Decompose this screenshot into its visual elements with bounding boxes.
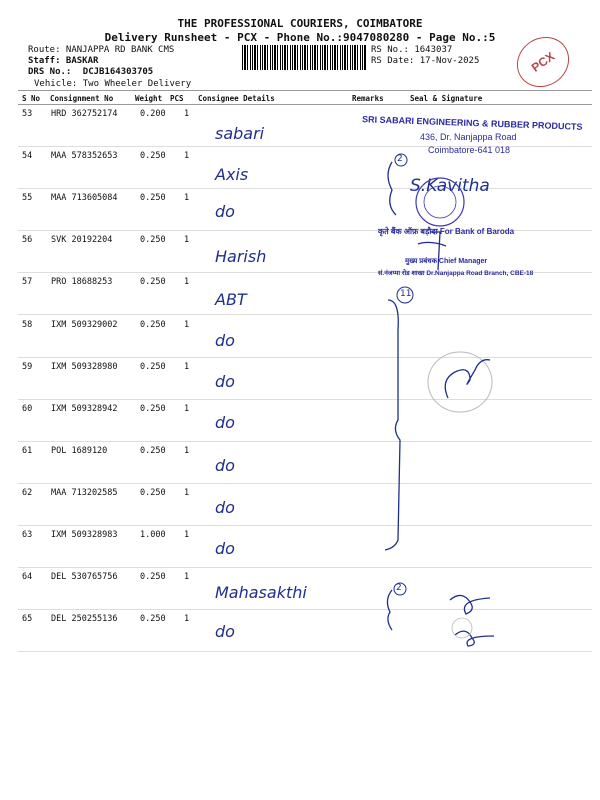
runsheet-subtitle: Delivery Runsheet - PCX - Phone No.:9047080280 - Page No.:5 [104,31,496,44]
row-weight: 0.250 [140,193,166,204]
row-consignee-handwritten: Harish [215,247,267,266]
row-divider [18,651,592,652]
row-pcs: 1 [184,487,190,498]
company-title: THE PROFESSIONAL COURIERS, COIMBATORE [177,17,423,30]
row-weight: 0.200 [140,109,166,119]
row-sno: 57 [22,277,33,288]
row-weight: 0.250 [140,614,166,625]
header-rule-bottom [18,104,592,105]
row-divider [18,609,592,610]
row-weight: 0.250 [140,319,166,330]
row-pcs: 1 [184,319,190,330]
row-consignee-handwritten: do [215,372,235,391]
route-label: Route: NANJAPPA RD BANK CMS [28,45,175,55]
pcx-stamp: PCX [507,27,579,97]
row-sno: 60 [22,403,33,414]
signature-kavitha: S.Kavitha [410,176,490,196]
bank-stamp-line: कृते बैंक ऑफ़ बड़ौदा For Bank of Baroda [378,227,515,236]
row-weight: 0.250 [140,277,166,288]
row-consignment-no: MAA 713202585 [51,487,118,498]
drs-value: DCJB164303705 [82,67,154,77]
row-weight: 1.000 [140,530,166,540]
row-pcs: 1 [184,193,190,204]
row-pcs: 1 [184,235,190,246]
signature-row64 [450,595,490,614]
row-weight: 0.250 [140,235,166,246]
mark-eleven: 11 [400,289,412,299]
bank-stamp-branch: सं.नंजप्पा रोड शाखा Dr.Nanjappa Road Branch, CBE-18 [378,270,534,277]
row-consignee-handwritten: ABT [215,290,247,309]
row-consignee-handwritten: do [215,539,235,558]
row-sno: 59 [22,361,33,372]
row-consignee-handwritten: do [215,622,235,641]
signature-row65 [455,631,494,646]
mark-two-bottom: 2 [396,583,402,593]
row-consignment-no: PRO 18688253 [51,277,113,288]
drs-label [28,67,153,78]
rs-number: RS No.: 1643037 [371,45,453,55]
row-divider [18,483,592,484]
row-pcs: 1 [184,572,190,583]
row-weight: 0.250 [140,361,166,372]
row-sno: 55 [22,193,33,204]
drs-label-text: DRS No.: [28,67,72,77]
company-stamp-city: Coimbatore-641 018 [428,145,511,155]
row-divider [18,441,592,442]
row-consignee-handwritten: do [215,331,235,350]
company-stamp-name: SRI SABARI ENGINEERING & RUBBER PRODUCTS [361,114,583,132]
row-consignment-no: MAA 713605084 [51,193,118,204]
row-consignment-no: DEL 250255136 [51,614,118,625]
row-consignee-handwritten: do [215,456,235,475]
row-pcs: 1 [184,277,190,288]
row-divider [18,525,592,526]
row-weight: 0.250 [140,403,166,414]
row-consignment-no: IXM 509328942 [51,403,118,414]
col-pcs: PCS [170,94,184,103]
row-pcs: 1 [184,530,190,540]
row-consignment-no: POL 1689120 [51,445,108,456]
row-sno: 63 [22,530,33,540]
row-sno: 56 [22,235,33,246]
row-consignee-handwritten: sabari [215,124,265,143]
scribble-signature [445,360,490,398]
row-pcs: 1 [184,109,190,119]
row-consignment-no: DEL 530765756 [51,572,118,583]
row-divider [18,567,592,568]
header-rule-top [18,90,592,91]
row-divider [18,399,592,400]
row-sno: 54 [22,151,33,162]
col-sno: S No [22,94,41,103]
row-pcs: 1 [184,445,190,456]
vehicle-label: Vehicle: Two Wheeler Delivery [34,79,192,89]
row-consignment-no: IXM 509329002 [51,319,118,330]
row-divider [18,357,592,358]
col-weight: Weight [135,94,163,103]
row-sno: 62 [22,487,33,498]
row-consignment-no: IXM 509328980 [51,361,118,372]
barcode [242,45,367,70]
mark-two-top: 2 [397,154,403,164]
row-consignment-no: IXM 509328983 [51,530,118,540]
row-consignee-handwritten: do [215,498,235,517]
faint-seal-small [452,618,472,638]
row-weight: 0.250 [140,487,166,498]
rs-date: RS Date: 17-Nov-2025 [371,56,480,66]
row-pcs: 1 [184,614,190,625]
col-remarks: Remarks [352,94,384,103]
staff-label: Staff: BASKAR [28,56,99,66]
row-sno: 61 [22,445,33,456]
col-consignee: Consignee Details [198,94,275,103]
row-divider [18,314,592,315]
row-consignee-handwritten: Axis [215,165,249,184]
row-pcs: 1 [184,403,190,414]
row-weight: 0.250 [140,572,166,583]
row-sno: 65 [22,614,33,625]
company-stamp-address: 436, Dr. Nanjappa Road [420,132,517,142]
col-consignment: Consignment No [50,94,114,103]
row-consignment-no: MAA 578352653 [51,151,118,162]
row-consignee-handwritten: do [215,413,235,432]
row-pcs: 1 [184,151,190,162]
row-weight: 0.250 [140,151,166,162]
row-divider [18,188,592,189]
row-weight: 0.250 [140,445,166,456]
row-consignment-no: HRD 362752174 [51,109,118,119]
row-sno: 58 [22,319,33,330]
row-consignment-no: SVK 20192204 [51,235,113,246]
col-seal: Seal & Signature [410,94,483,103]
row-consignee-handwritten: Mahasakthi [215,583,307,602]
row-consignee-handwritten: do [215,202,235,221]
row-pcs: 1 [184,361,190,372]
faint-seal [428,352,492,412]
bracket-middle [385,300,400,550]
row-sno: 64 [22,572,33,583]
row-sno: 53 [22,109,33,119]
bank-stamp-role: मुख्य प्रबंधक Chief Manager [405,258,488,265]
